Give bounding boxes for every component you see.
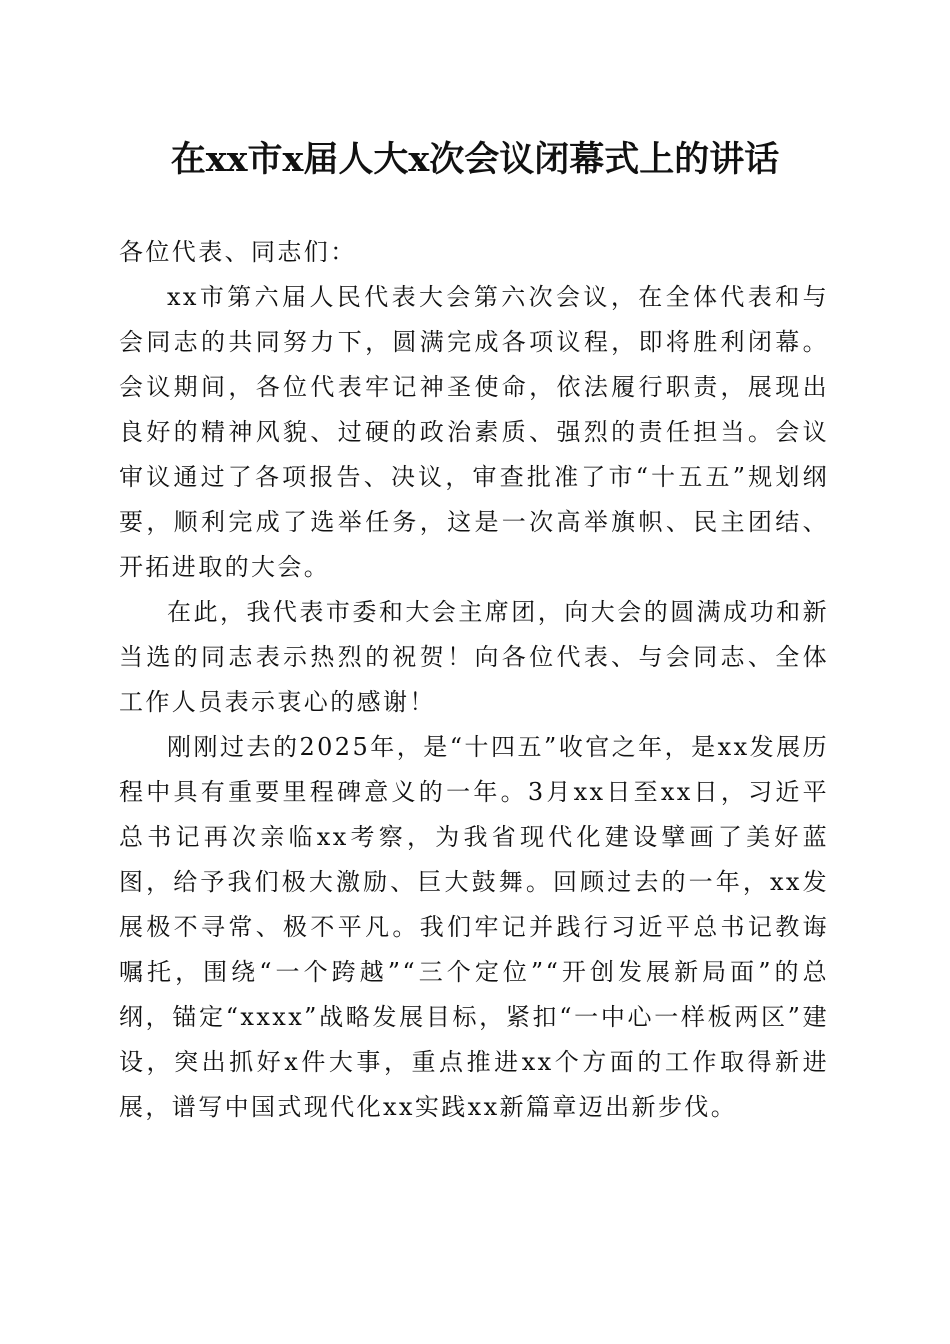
paragraph-3: 刚刚过去的2025年，是“十四五”收官之年，是xx发展历程中具有重要里程碑意义的一年。3月xx日至xx日，习近平总书记再次亲临xx考察，为我省现代化建设擘画了美好蓝图，给予我们极大激励、巨大鼓舞。回顾过去的一年，xx发展极不寻常、极不平凡。我们牢记并践行习近平总书记教诲嘱托，围绕“一个跨越”“三个定位”“开创发展新局面”的总纲，锚定“xxxx”战略发展目标，紧扣“一中心一样板两区”建设，突出抓好x件大事，重点推进xx个方面的工作取得新进展，谱写中国式现代化xx实践xx新篇章迈出新步伐。 xyxy=(119,733,829,1121)
paragraph-1: xx市第六届人民代表大会第六次会议，在全体代表和与会同志的共同努力下，圆满完成各项议程，即将胜利闭幕。会议期间，各位代表牢记神圣使命，依法履行职责，展现出良好的精神风貌、过硬的政治素质、强烈的责任担当。会议审议通过了各项报告、决议，审查批准了市“十五五”规划纲要，顺利完成了选举任务，这是一次高举旗帜、民主团结、开拓进取的大会。 xyxy=(119,283,829,581)
document-title: 在xx市x届人大x次会议闭幕式上的讲话 xyxy=(170,139,780,180)
document-body xyxy=(119,230,829,1130)
salutation: 各位代表、同志们： xyxy=(119,238,357,266)
paragraph-2: 在此，我代表市委和大会主席团，向大会的圆满成功和新当选的同志表示热烈的祝贺！向各位代表、与会同志、全体工作人员表示衷心的感谢！ xyxy=(119,598,829,716)
